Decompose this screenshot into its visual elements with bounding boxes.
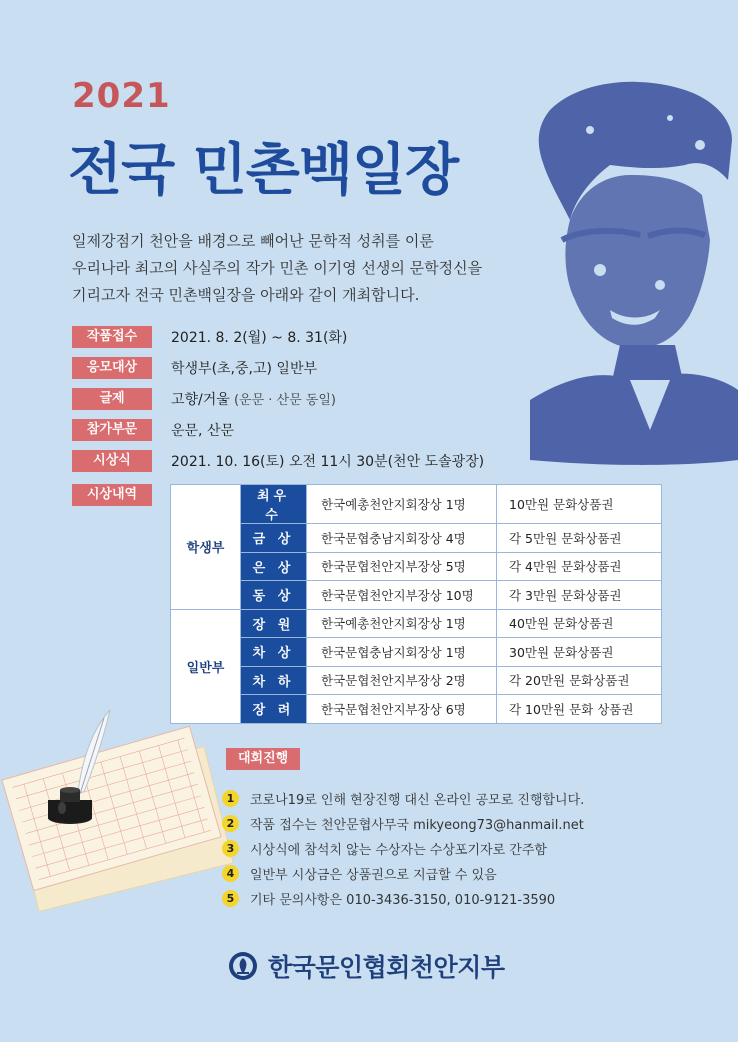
prize-cell: 각 3만원 문화상품권 [497, 581, 662, 610]
info-value-text: 운문, 산문 [171, 423, 234, 439]
rank-cell: 차 상 [241, 638, 307, 667]
group-name: 일반부 [171, 609, 241, 723]
rank-cell: 최우수 [241, 485, 307, 524]
prize-cell: 각 5만원 문화상품권 [497, 524, 662, 553]
info-value-text: 2021. 10. 16(토) 오전 11시 30분(천안 도솔광장) [171, 454, 485, 470]
number-badge: 2 [222, 815, 239, 832]
table-row [171, 638, 662, 667]
rank-cell: 은 상 [241, 552, 307, 581]
intro-line: 우리나라 최고의 사실주의 작가 민촌 이기영 선생의 문학정신을 [72, 259, 483, 277]
organization-name: 한국문인협회천안지부 [268, 953, 505, 982]
writers-association-logo-icon [228, 951, 258, 981]
awards-label: 시상내역 [72, 484, 152, 506]
org-cell: 한국문협천안지부장상 10명 [307, 581, 497, 610]
table-row [171, 485, 662, 524]
org-cell: 한국문협충남지회장상 1명 [307, 638, 497, 667]
list-item [222, 811, 584, 836]
list-item [222, 861, 584, 886]
table-row [171, 666, 662, 695]
info-value [171, 451, 484, 471]
org-cell: 한국문협충남지회장상 4명 [307, 524, 497, 553]
event-info-list [72, 326, 484, 481]
table-row [171, 581, 662, 610]
note-text: 기타 문의사항은 010-3436-3150, 010-9121-3590 [250, 893, 556, 908]
number-badge: 4 [222, 865, 239, 882]
number-badge: 1 [222, 790, 239, 807]
note-text: 작품 접수는 천안문협사무국 mikyeong73@hanmail.net [250, 818, 584, 833]
info-label: 시상식 [72, 450, 152, 472]
number-badge: 3 [222, 840, 239, 857]
rank-cell: 동 상 [241, 581, 307, 610]
prize-cell: 30만원 문화상품권 [497, 638, 662, 667]
rank-cell: 장 려 [241, 695, 307, 724]
table-row [171, 524, 662, 553]
prize-cell: 각 10만원 문화 상품권 [497, 695, 662, 724]
note-text: 일반부 시상금은 상품권으로 지급할 수 있음 [250, 868, 497, 883]
list-item [222, 786, 584, 811]
note-text: 코로나19로 인해 현장진행 대신 온라인 공모로 진행합니다. [250, 793, 585, 808]
info-value-text: 학생부(초,중,고) 일반부 [171, 361, 317, 377]
prize-cell: 10만원 문화상품권 [497, 485, 662, 524]
org-cell: 한국문협천안지부장상 2명 [307, 666, 497, 695]
org-cell: 한국문협천안지부장상 6명 [307, 695, 497, 724]
intro-line: 일제강점기 천안을 배경으로 빼어난 문학적 성취를 이룬 [72, 232, 434, 250]
info-label: 응모대상 [72, 357, 152, 379]
info-row-topic [72, 388, 484, 410]
rank-cell: 차 하 [241, 666, 307, 695]
list-item [222, 886, 584, 911]
info-row-ceremony [72, 450, 484, 472]
rank-cell: 금 상 [241, 524, 307, 553]
group-name: 학생부 [171, 485, 241, 610]
info-value [171, 358, 317, 378]
progress-notes-list [222, 786, 584, 911]
info-value-note: (운문 · 산문 동일) [229, 393, 336, 408]
prize-cell: 각 20만원 문화상품권 [497, 666, 662, 695]
info-label: 작품접수 [72, 326, 152, 348]
info-label: 참가부문 [72, 419, 152, 441]
footer [228, 948, 505, 984]
org-cell: 한국문협천안지부장상 5명 [307, 552, 497, 581]
info-row-category [72, 419, 484, 441]
intro-line: 기리고자 전국 민촌백일장을 아래와 같이 개최합니다. [72, 286, 420, 304]
table-row [171, 609, 662, 638]
rank-cell: 장 원 [241, 609, 307, 638]
page-title: 전국 민촌백일장 [68, 138, 459, 203]
info-value [171, 420, 234, 440]
prize-cell: 각 4만원 문화상품권 [497, 552, 662, 581]
info-value [171, 389, 336, 409]
info-label: 글제 [72, 388, 152, 410]
info-row-eligibility [72, 357, 484, 379]
prize-cell: 40만원 문화상품권 [497, 609, 662, 638]
list-item [222, 836, 584, 861]
info-value [171, 327, 347, 347]
year: 2021 [72, 76, 171, 116]
note-text: 시상식에 참석치 않는 수상자는 수상포기자로 간주함 [250, 843, 547, 858]
org-cell: 한국예총천안지회장상 1명 [307, 609, 497, 638]
awards-table [170, 484, 662, 724]
progress-section-title: 대회진행 [226, 748, 300, 770]
manuscript-and-quill-illustration [0, 700, 250, 930]
number-badge: 5 [222, 890, 239, 907]
info-row-submission [72, 326, 484, 348]
table-row [171, 552, 662, 581]
intro-text [72, 228, 592, 309]
org-cell: 한국예총천안지회장상 1명 [307, 485, 497, 524]
info-value-text: 2021. 8. 2(월) ~ 8. 31(화) [171, 330, 348, 346]
info-value-text: 고향/거울 [171, 392, 230, 408]
